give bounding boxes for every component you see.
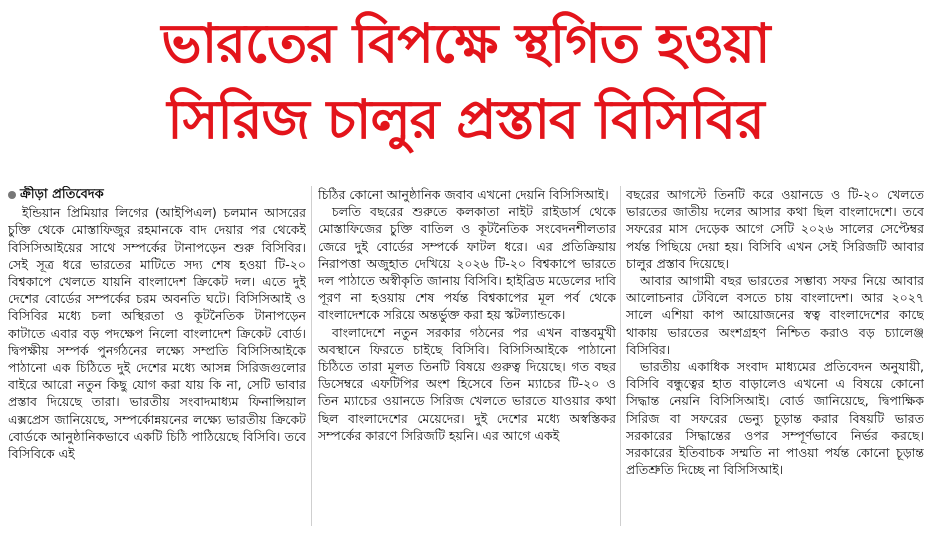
paragraph: আবার আগামী বছর ভারতের সম্ভাব্য সফর নিয়ে আবার আলোচনার টেবিলে বসতে চায় বাংলাদেশ। আর ২০২৭ সালে এশিয়া কাপ আয়োজনের স্বত্ব বাংলাদেশের কাছে থাকায় ভারতের অংশগ্রহণ নিশ্চিত করাও বড় চ্যালেঞ্জ বিসিবির। bbox=[626, 273, 924, 357]
article-column-3 bbox=[626, 186, 924, 534]
column-divider bbox=[620, 186, 621, 526]
article-column-1 bbox=[8, 186, 306, 534]
byline bbox=[8, 186, 306, 203]
paragraph: চিঠির কোনো আনুষ্ঠানিক জবাব এখনো দেয়নি বিসিসিআই। bbox=[318, 187, 609, 202]
paragraph: বাংলাদেশে নতুন সরকার গঠনের পর এখন বাস্তবমুখী অবস্থানে ফিরতে চাইছে বিসিবি। বিসিসিআইকে পাঠানো চিঠিতে তারা মূলত তিনটি বিষয়ে গুরুত্ব দিয়েছে। গত বছর ডিসেম্বরে এফটিপির অংশ হিসেবে তিন ম্যাচের টি-২০ ও তিন ম্যাচের ওয়ানডে সিরিজ খেলতে ভারতে যাওয়ার কথা ছিল বাংলাদেশের মেয়েদের। দুই দেশের মধ্যে অস্বস্তিকর সম্পর্কের কারণে সিরিজটি হয়নি। এর আগে একই bbox=[318, 324, 616, 443]
article-column-2 bbox=[318, 186, 616, 534]
headline-line-1: ভারতের বিপক্ষে স্থগিত হওয়া bbox=[161, 12, 770, 75]
paragraph: ভারতীয় একাধিক সংবাদ মাধ্যমের প্রতিবেদন অনুযায়ী, বিসিবি বন্ধুত্বের হাত বাড়ালেও এখনো এ বিষয়ে কোনো সিদ্ধান্ত নেয়নি বিসিসিআই। বোর্ড জানিয়েছে, দ্বিপাক্ষিক সিরিজ বা সফরের ভেন্যু চূড়ান্ত করার বিষয়টি ভারত সরকারের সিদ্ধান্তের ওপর সম্পূর্ণভাবে নির্ভর করছে। সরকারের ইতিবাচক সম্মতি না পাওয়া পর্যন্ত কোনো চূড়ান্ত প্রতিশ্রুতি দিচ্ছে না বিসিসিআই। bbox=[626, 359, 924, 478]
paragraph: বছরের আগস্টে তিনটি করে ওয়ানডে ও টি-২০ খেলতে ভারতের জাতীয় দলের আসার কথা ছিল বাংলাদেশে। তবে সফরের মাস দেড়েক আগে সেটি ২০২৬ সালের সেপ্টেম্বর পর্যন্ত পিছিয়ে দেয়া হয়। বিসিবি এখন সেই সিরিজটি আবার চালুর প্রস্তাব দিয়েছে। bbox=[626, 187, 924, 271]
paragraph: ইন্ডিয়ান প্রিমিয়ার লিগের (আইপিএল) চলমান আসরের চুক্তি থেকে মোস্তাফিজুর রহমানকে বাদ দেয়ার পর থেকেই বিসিসিআইয়ের সাথে সম্পর্কের টানাপড়েন শুরু বিসিবির। সেই সূত্র ধরে ভারতের মাটিতে সদ্য শেষ হওয়া টি-২০ বিশ্বকাপে খেলতে যায়নি বাংলাদেশ ক্রিকেট দল। এতে দুই দেশের বোর্ডের সম্পর্কের চরম অবনতি ঘটে। বিসিসিআই ও বিসিবির মধ্যে চলা অস্থিরতা ও কূটনৈতিক টানাপড়েন কাটাতে এবার বড় পদক্ষেপ নিলো বাংলাদেশ ক্রিকেট বোর্ড। দ্বিপক্ষীয় সম্পর্ক পুনর্গঠনের লক্ষ্যে সম্প্রতি বিসিসিআইকে পাঠানো এক চিঠিতে দুই দেশের মধ্যে আসন্ন সিরিজগুলোর বাইরে আরো নতুন কিছু যোগ করা যায় কি না, সেটি ভাবার প্রস্তাব দিয়েছে তারা। ভারতীয় সংবাদমাধ্যম ফিনান্সিয়াল এক্সপ্রেস জানিয়েছে, সম্পর্কোন্নয়নের লক্ষ্যে ভারতীয় ক্রিকেট বোর্ডকে আনুষ্ঠানিকভাবে একটি চিঠি পাঠিয়েছে বিসিবি। তবে বিসিবিকে এই bbox=[8, 205, 306, 462]
column-divider bbox=[311, 186, 312, 526]
bullet-icon bbox=[8, 191, 16, 199]
byline-text: ক্রীড়া প্রতিবেদক bbox=[20, 187, 104, 202]
headline-line-2: সিরিজ চালুর প্রস্তাব বিসিবির bbox=[167, 88, 764, 151]
paragraph: চলতি বছরের শুরুতে কলকাতা নাইট রাইডার্স থেকে মোস্তাফিজের চুক্তি বাতিল ও কূটনৈতিক সংবেদনশীলতার জেরে দুই বোর্ডের সম্পর্কে ফাটল ধরে। এর প্রতিক্রিয়ায় নিরাপত্তা অজুহাত দেখিয়ে ২০২৬ টি-২০ বিশ্বকাপে ভারতে দল পাঠাতে অস্বীকৃতি জানায় বিসিবি। হাইব্রিড মডেলের দাবি পূরণ না হওয়ায় শেষ পর্যন্ত বিশ্বকাপের মূল পর্ব থেকে বাংলাদেশকে সরিয়ে অন্তর্ভুক্ত করা হয় স্কটল্যান্ডকে। bbox=[318, 204, 616, 323]
